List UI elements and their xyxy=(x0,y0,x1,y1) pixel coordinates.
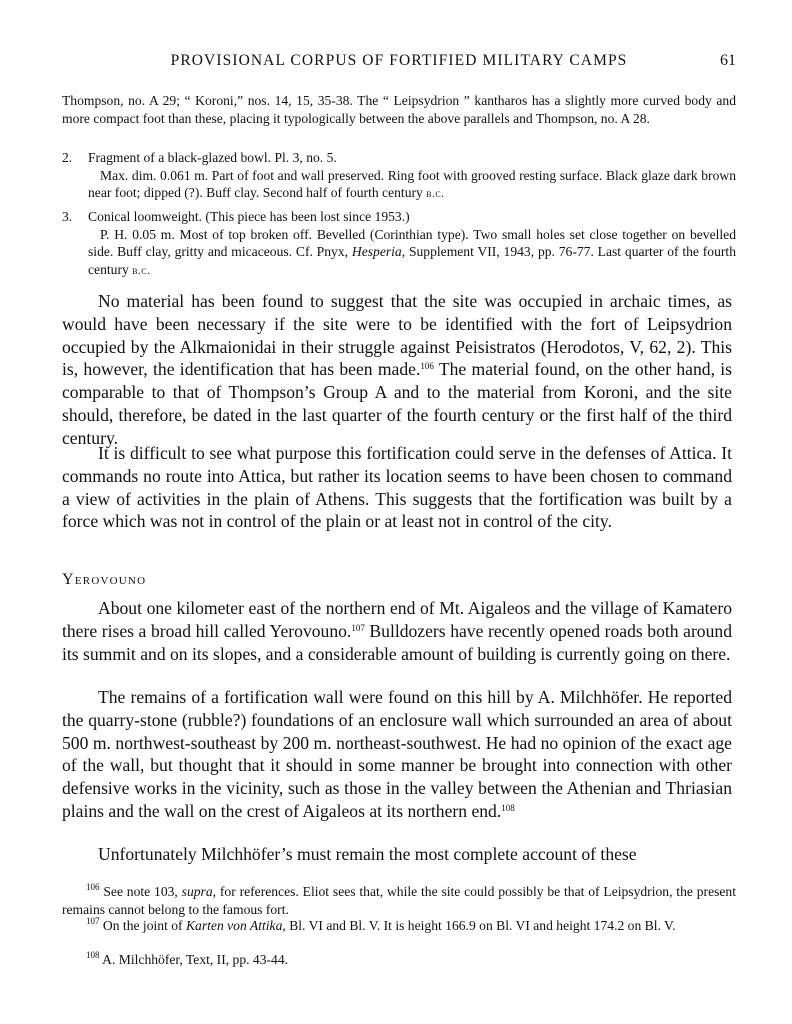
catalogue-item-2 xyxy=(62,149,736,203)
paragraph-segment: The remains of a fortification wall were found on this hill by A. Milchhöfer. He reported the quarry-stone (rubble?) foundations of an enclosure wall which surrounded an area of about 500 m. northwest-southeast by 200 m. northeast-southwest. He had no opinion of the exact age of the wall, but thought that it should in some manner be brought into connection with other defensive works in the vicinity, such as those in the valley between the Athenian and Thriasian plains and the wall on the crest of Aigaleos at its northern end. xyxy=(62,687,732,821)
paragraph-text: Unfortunately Milchhöfer’s must remain the most complete account of these xyxy=(98,844,637,864)
catalogue-item-description xyxy=(62,226,736,280)
body-paragraph-1 xyxy=(62,290,732,450)
footnote-segment: See note 103, xyxy=(103,884,178,899)
footnote-reference: 107 xyxy=(351,622,365,633)
body-paragraph-4 xyxy=(62,686,732,823)
paragraph-text: It is difficult to see what purpose this fortification could serve in the defenses of Attica. It commands no route into Attica, but rather its location seems to have been chosen to command a view of activities in the plain of Athens. This suggests that the fortification was built by a force which was not in control of the plain or at least not in control of the city. xyxy=(62,443,732,532)
era-abbreviation: b.c. xyxy=(132,262,151,277)
footnote-italic: Karten von Attika, xyxy=(185,918,286,933)
footnote-reference: 106 xyxy=(420,361,434,372)
body-paragraph-3 xyxy=(62,597,732,665)
paragraph-segment: About one kilometer east of the northern end of Mt. Aigaleos and the village of Kamatero there rises a broad hill called Yerovouno. xyxy=(62,598,732,641)
catalogue-item-3 xyxy=(62,208,736,279)
running-header xyxy=(62,52,736,76)
footnote-text xyxy=(62,951,736,969)
catalogue-item-title: Fragment of a black-glazed bowl. Pl. 3, no. 5. xyxy=(88,150,337,165)
footnote-number: 108 xyxy=(86,950,100,960)
catalogue-continuation-text: Thompson, no. A 29; “ Koroni,” nos. 14, 15, 35-38. The “ Leipsydrion ” kantharos has a slightly more curved body and more compact foot than these, placing it typologically between the above parallels and Thompson, no. A 28. xyxy=(62,93,736,126)
paragraph-segment: The material found, on the other hand, is comparable to that of Thompson’s Group A and to the material from Koroni, and the site should, therefore, be dated in the last quarter of the fourth century or the first half of the third century. xyxy=(62,359,733,448)
running-title: PROVISIONAL CORPUS OF FORTIFIED MILITARY CAMPS xyxy=(170,52,628,69)
catalogue-item-heading xyxy=(62,149,736,167)
catalogue-item-number: 3. xyxy=(62,209,73,224)
footnote-number: 107 xyxy=(86,916,100,926)
footnote-reference: 108 xyxy=(501,802,515,813)
section-heading: Yerovouno xyxy=(62,570,147,588)
paragraph-text xyxy=(62,290,732,450)
body-paragraph-5 xyxy=(62,843,732,866)
footnote-number: 106 xyxy=(86,882,100,892)
footnote-107 xyxy=(62,917,736,935)
footnote-text xyxy=(62,883,736,918)
footnote-segment: for references. Eliot sees that, while the site could possibly be that of Leipsydrion, the present remains cannot belong to the famous fort. xyxy=(62,884,737,917)
journal-title: Hesperia, xyxy=(351,244,406,260)
footnote-segment: Bl. VI and Bl. V. It is height 166.9 on Bl. VI and height 174.2 on Bl. V. xyxy=(289,918,676,933)
catalogue-item-description-text: P. H. 0.05 m. Most of top broken off. Bevelled (Corinthian type). Two small holes set close together on bevelled side. Buff clay, gritty and micaceous. Cf. Pnyx, xyxy=(88,226,736,260)
footnote-italic: supra, xyxy=(181,884,217,899)
footnote-segment: On the joint of xyxy=(102,918,183,933)
catalogue-continuation xyxy=(62,92,736,127)
era-abbreviation: b.c. xyxy=(426,186,445,201)
catalogue-item-description-text: Max. dim. 0.061 m. Part of foot and wall preserved. Ring foot with grooved resting surface. Black glaze dark brown near foot; dipped (?). Buff clay. Second half of fourth century xyxy=(88,167,736,201)
catalogue-item-description xyxy=(62,167,736,203)
catalogue-item-title: Conical loomweight. (This piece has been lost since 1953.) xyxy=(88,209,410,224)
catalogue-item-description-text: Supplement VII, 1943, pp. 76-77. Last quarter of the fourth century xyxy=(88,244,737,277)
paragraph-segment: Bulldozers have recently opened roads both around its summit and on its slopes, and a considerable amount of building is currently going on there. xyxy=(62,620,732,664)
footnote-108 xyxy=(62,951,736,969)
paragraph-text xyxy=(62,597,732,665)
footnote-text xyxy=(62,917,736,935)
body-paragraph-2 xyxy=(62,442,732,533)
paragraph-segment: No material has been found to suggest that the site was occupied in archaic times, as would have been necessary if the site were to be identified with the fort of Leipsydrion occupied by the Alkmaionidai in their struggle against Peisistratos (Herodotos, V, 62, 2). This is, however, the identification that has been made. xyxy=(62,291,732,380)
paragraph-text xyxy=(62,686,732,823)
catalogue-item-heading xyxy=(62,208,736,226)
catalogue-item-number: 2. xyxy=(62,150,73,165)
footnote-segment: A. Milchhöfer, Text, II, pp. 43-44. xyxy=(102,952,289,967)
page-number: 61 xyxy=(720,52,736,69)
footnote-106 xyxy=(62,883,736,918)
